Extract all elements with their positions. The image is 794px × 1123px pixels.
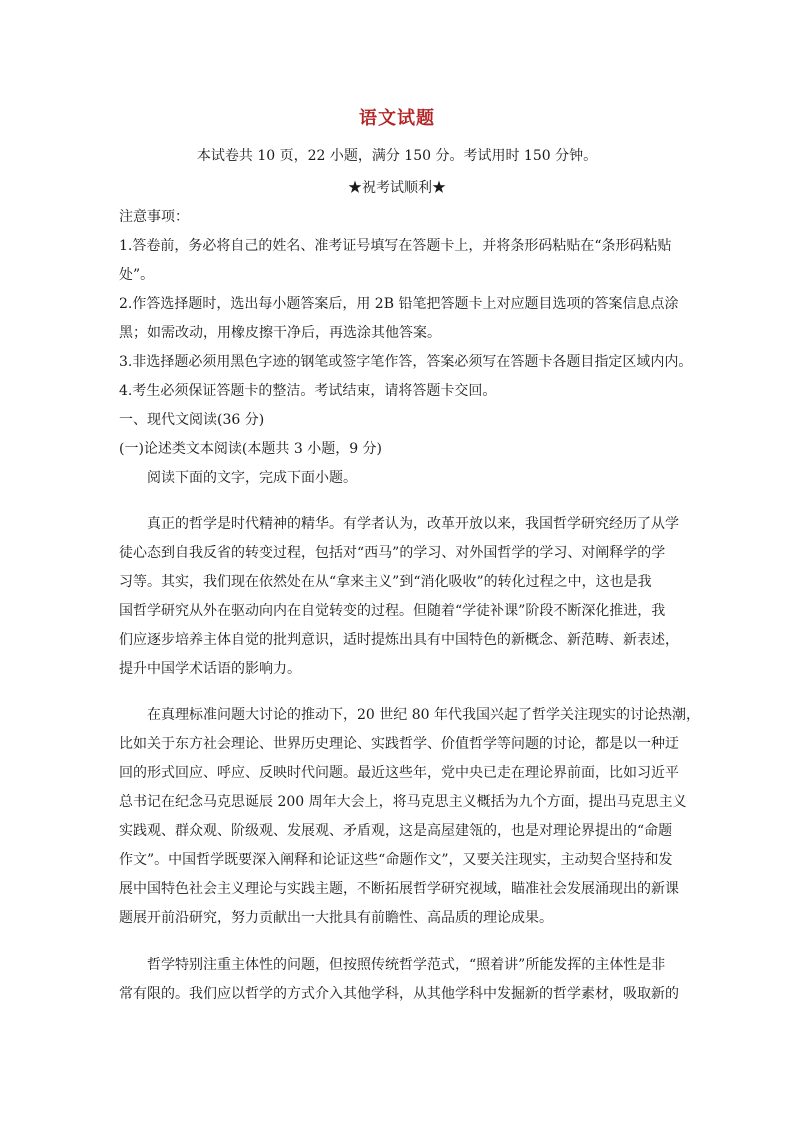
paragraph-line: 徒心态到自我反省的转变过程，包括对“西马”的学习、对外国哲学的学习、对阐释学的学 <box>119 545 666 561</box>
notice-item-3-line-1: 3.非选择题必须用黑色字迹的钢笔或签字笔作答，答案必须写在答题卡各题目指定区域内内。 <box>119 354 693 370</box>
exam-title: 语文试题 <box>359 108 435 129</box>
paragraph-line: 习等。其实，我们现在依然处在从“拿来主义”到“消化吸收”的转化过程之中，这也是我 <box>119 574 652 590</box>
section-sub-heading: (一)论述类文本阅读(本题共 3 小题，9 分) <box>119 441 383 457</box>
notice-item-4-line-1: 4.考生必须保证答题卡的整洁。考试结束，请将答题卡交回。 <box>119 383 497 399</box>
paragraph-line: 比如关于东方社会理论、世界历史理论、实践哲学、价值哲学等问题的讨论，都是以一种迂 <box>119 736 679 752</box>
paragraph-line: 真正的哲学是时代精神的精华。有学者认为，改革开放以来，我国哲学研究经历了从学 <box>147 516 679 532</box>
paragraph-line: 们应逐步培养主体自觉的批判意识，适时提炼出具有中国特色的新概念、新范畴、新表述， <box>119 632 679 648</box>
paragraph-line: 回的形式回应、呼应、反映时代问题。最近这些年，党中央已走在理论界前面，比如习近平 <box>119 765 679 781</box>
paragraph-line: 哲学特别注重主体性的问题，但按照传统哲学范式，“照着讲”所能发挥的主体性是非 <box>147 957 666 973</box>
paragraph-line: 题展开前沿研究，努力贡献出一大批具有前瞻性、高品质的理论成果。 <box>119 910 553 926</box>
passage-paragraph-1 <box>119 510 679 684</box>
passage-paragraph-3 <box>119 951 679 1009</box>
paragraph-line: 作文”。中国哲学既要深入阐释和论证这些“命题作文”，又要关注现实，主动契合坚持和发 <box>119 852 673 868</box>
paragraph-line: 总书记在纪念马克思诞辰 200 周年大会上，将马克思主义概括为九个方面，提出马克思主义 <box>119 794 687 810</box>
paragraph-line: 常有限的。我们应以哲学的方式介入其他学科，从其他学科中发掘新的哲学素材，吸取新的 <box>119 986 679 1002</box>
notice-block <box>119 203 693 493</box>
paragraph-line: 提升中国学术话语的影响力。 <box>119 661 301 677</box>
notice-item-1-line-2: 处”。 <box>119 267 155 283</box>
notice-item-2-line-1: 2.作答选择题时，选出每小题答案后，用 2B 铅笔把答题卡上对应题目选项的答案信息点涂 <box>119 296 679 312</box>
passage-paragraph-2 <box>119 701 700 933</box>
paragraph-line: 展中国特色社会主义理论与实践主题，不断拓展哲学研究视域，瞄准社会发展涌现出的新课 <box>119 881 679 897</box>
notice-heading: 注意事项： <box>119 209 189 225</box>
section-instruction: 阅读下面的文字，完成下面小题。 <box>147 470 357 486</box>
exam-wish: ★祝考试顺利★ <box>348 180 446 196</box>
section-heading: 一、现代文阅读(36 分) <box>119 412 265 428</box>
notice-item-1-line-1: 1.答卷前，务必将自己的姓名、准考证号填写在答题卡上，并将条形码粘贴在“条形码粘贴 <box>119 238 672 254</box>
paragraph-line: 国哲学研究从外在驱动向内在自觉转变的过程。但随着“学徒补课”阶段不断深化推进，我 <box>119 603 666 619</box>
paragraph-line: 在真理标准问题大讨论的推动下，20 世纪 80 年代我国兴起了哲学关注现实的讨论热潮， <box>147 707 700 723</box>
notice-item-2-line-2: 黑；如需改动，用橡皮擦干净后，再选涂其他答案。 <box>119 325 441 341</box>
exam-subtitle: 本试卷共 10 页，22 小题，满分 150 分。考试用时 150 分钟。 <box>196 148 598 164</box>
paragraph-line: 实践观、群众观、阶级观、发展观、矛盾观，这是高屋建瓴的，也是对理论界提出的“命题 <box>119 823 673 839</box>
